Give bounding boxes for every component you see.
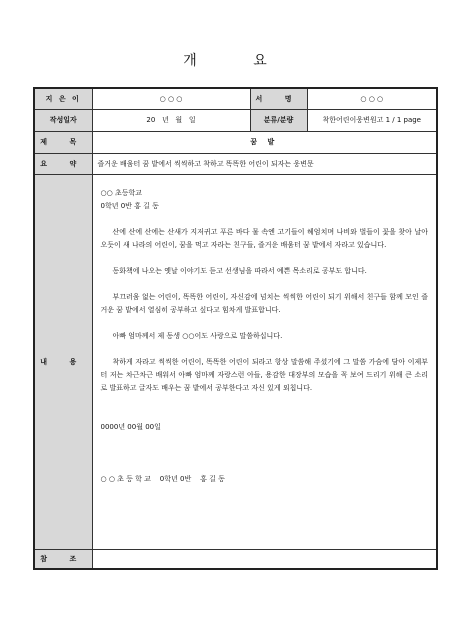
- reference-label: 참 조: [34, 549, 92, 569]
- content-label: 내 용: [34, 174, 92, 549]
- subject-row: [34, 131, 437, 153]
- sign-label: 서 명: [250, 88, 307, 109]
- date-row: [34, 109, 437, 131]
- subject-value: 꿈 밭: [92, 131, 437, 153]
- content-paragraph-1: 산에 산에 산에는 산새가 지저귀고 푸른 바다 물 속엔 고기들이 헤엄치며 나비와 벌들이 꽃을 찾아 날아오듯이 새 나라의 어린이, 꿈을 먹고 자라는 친구들, 즐거운 배움터 꿈 밭에서 자라고 있습니다.: [100, 227, 428, 249]
- reference-value: [92, 549, 437, 569]
- content-paragraph-2: 동화책에 나오는 옛날 이야기도 듣고 선생님을 따라서 예쁜 목소리로 공부도 합니다.: [112, 266, 367, 275]
- content-body: [92, 174, 437, 549]
- reference-row: [34, 549, 437, 569]
- content-paragraph-4: 아빠 엄마께서 제 동생 ○○이도 사랑으로 말씀하십니다.: [112, 331, 283, 340]
- content-paragraph-5: 착하게 자라고 씩씩한 어린이, 똑똑한 어린이 되라고 항상 말씀해 주셨기에 그 말씀 가슴에 담아 이제부터 저는 차근차근 배워서 아빠 엄마께 자랑스런 아들, 용감한 대장부의 모습을 꼭 보여 드리기 위해 큰 소리로 발표하고 글자도 배우는 꿈 밭에서 공부한다고 자신 있게 외칩니다.: [100, 357, 428, 392]
- summary-label: 요 약: [34, 153, 92, 174]
- date-label: 작성일자: [34, 109, 92, 131]
- category-label: 분류/분량: [250, 109, 307, 131]
- content-paragraph-3: 부끄러움 없는 어린이, 똑똑한 어린이, 자신감에 넘치는 씩씩한 어린이 되기 위해서 친구들 함께 모인 즐거운 꿈 밭에서 열심히 공부하고 싶다고 힘차게 발표합니다.: [100, 292, 428, 314]
- summary-row: [34, 153, 437, 174]
- date-value: 20 년 월 일: [92, 109, 250, 131]
- overview-form-table: [33, 87, 438, 570]
- author-row: [34, 88, 437, 109]
- content-student: 0학년 0반 홍 길 동: [100, 201, 159, 210]
- sign-value: ○ ○ ○: [307, 88, 437, 109]
- content-signature: ○ ○ 초 등 학 교 0학년 0반 홍 길 동: [100, 474, 225, 483]
- document-title: 개 요: [183, 53, 293, 69]
- content-row: [34, 174, 437, 549]
- subject-label: 제 목: [34, 131, 92, 153]
- category-value: 착한어린이웅변원고 1 / 1 page: [307, 109, 437, 131]
- author-label: 지 은 이: [34, 88, 92, 109]
- content-date: 0000년 00월 00일: [100, 422, 161, 431]
- author-value: ○ ○ ○: [92, 88, 250, 109]
- content-school: ○○ 초등학교: [100, 188, 142, 197]
- summary-value: 즐거운 배움터 꿈 밭에서 씩씩하고 착하고 똑똑한 어린이 되자는 웅변문: [92, 153, 437, 174]
